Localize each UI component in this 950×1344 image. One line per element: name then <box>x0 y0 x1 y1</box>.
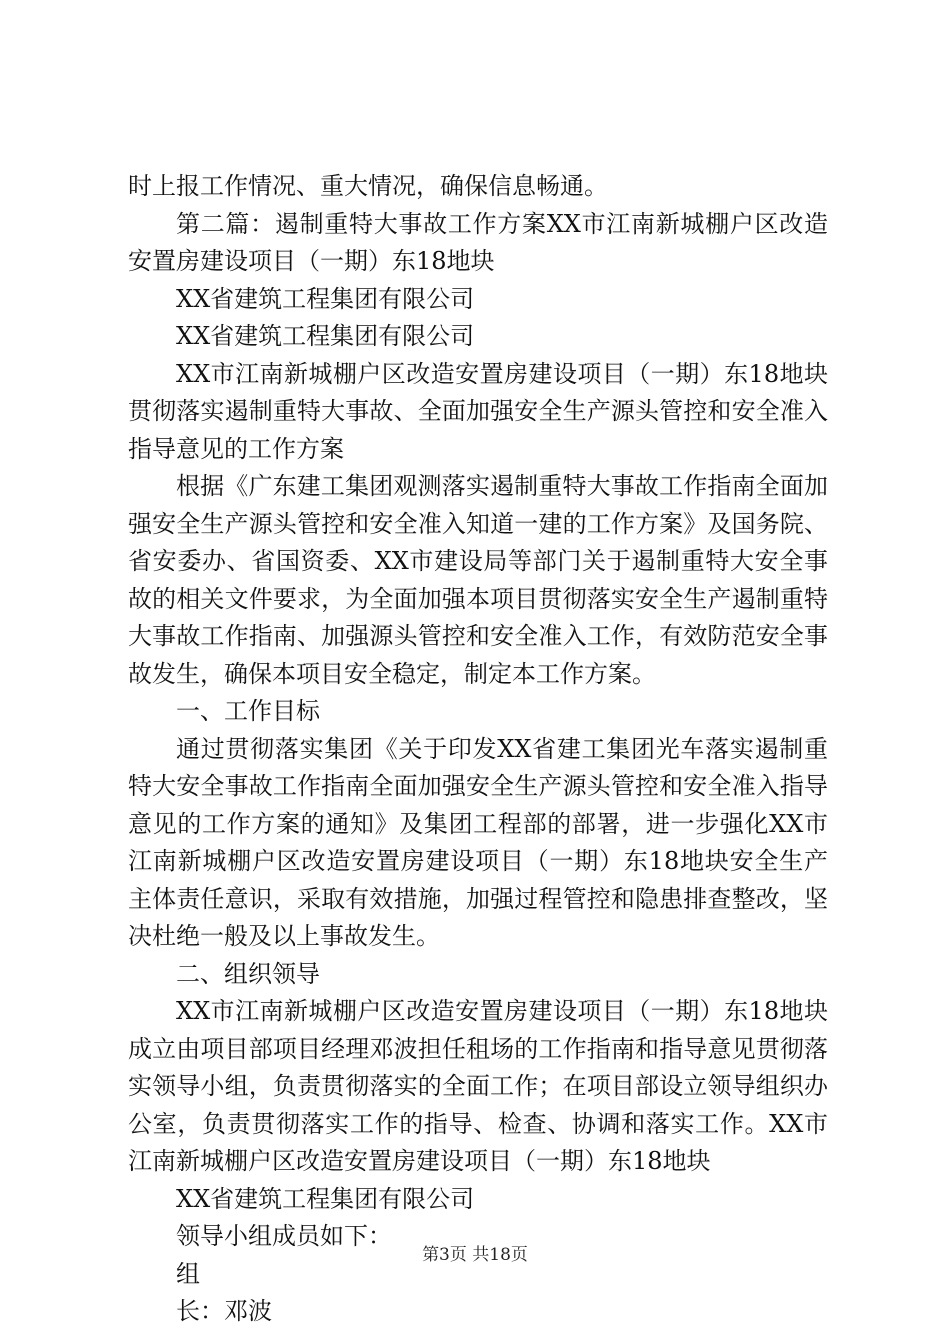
section-heading-leadership: 二、组织领导 <box>176 959 320 988</box>
paragraph-14: 长：邓波 <box>176 1297 272 1325</box>
paragraph-13: 组 <box>176 1259 200 1288</box>
paragraph-8: 通过贯彻落实集团《关于印发XX省建工集团光车落实遏制重特大安全事故工作指南全面加强安全生产源头管控和安全准入指导意见的工作方案的通知》及集团工程部的部署，进一步强化XX市江南新城棚户区改造安置房建设项目（一期）东18地块安全生产主体责任意识，采取有效措施，加强过程管控和隐患排查整改，坚决杜绝一般及以上事故发生。 <box>128 734 828 950</box>
paragraph-2: 第二篇：遏制重特大事故工作方案XX市江南新城棚户区改造安置房建设项目（一期）东18地块 <box>128 209 828 275</box>
document-body <box>128 168 828 1331</box>
paragraph-12: 领导小组成员如下： <box>176 1222 392 1250</box>
paragraph-6: 根据《广东建工集团观测落实遏制重特大事故工作指南全面加强安全生产源头管控和安全准入知道一建的工作方案》及国务院、省安委办、省国资委、XX市建设局等部门关于遏制重特大安全事故的相关文件要求，为全面加强本项目贯彻落实安全生产遏制重特大事故工作指南、加强源头管控和安全准入工作，有效防范安全事故发生，确保本项目安全稳定，制定本工作方案。 <box>128 472 828 688</box>
page-number-footer: 第3页 共18页 <box>422 1245 528 1265</box>
paragraph-3: XX省建筑工程集团有限公司 <box>176 284 475 313</box>
paragraph-1: 时上报工作情况、重大情况，确保信息畅通。 <box>128 172 608 200</box>
section-heading-goals: 一、工作目标 <box>176 697 320 725</box>
paragraph-5: XX市江南新城棚户区改造安置房建设项目（一期）东18地块贯彻落实遏制重特大事故、全面加强安全生产源头管控和安全准入指导意见的工作方案 <box>128 359 828 463</box>
paragraph-11: XX省建筑工程集团有限公司 <box>176 1184 475 1213</box>
paragraph-4: XX省建筑工程集团有限公司 <box>176 322 475 350</box>
paragraph-10: XX市江南新城棚户区改造安置房建设项目（一期）东18地块成立由项目部项目经理邓波担任租场的工作指南和指导意见贯彻落实领导小组，负责贯彻落实的全面工作；在项目部设立领导组织办公室，负责贯彻落实工作的指导、检查、协调和落实工作。XX市江南新城棚户区改造安置房建设项目（一期）东18地块 <box>128 997 828 1175</box>
